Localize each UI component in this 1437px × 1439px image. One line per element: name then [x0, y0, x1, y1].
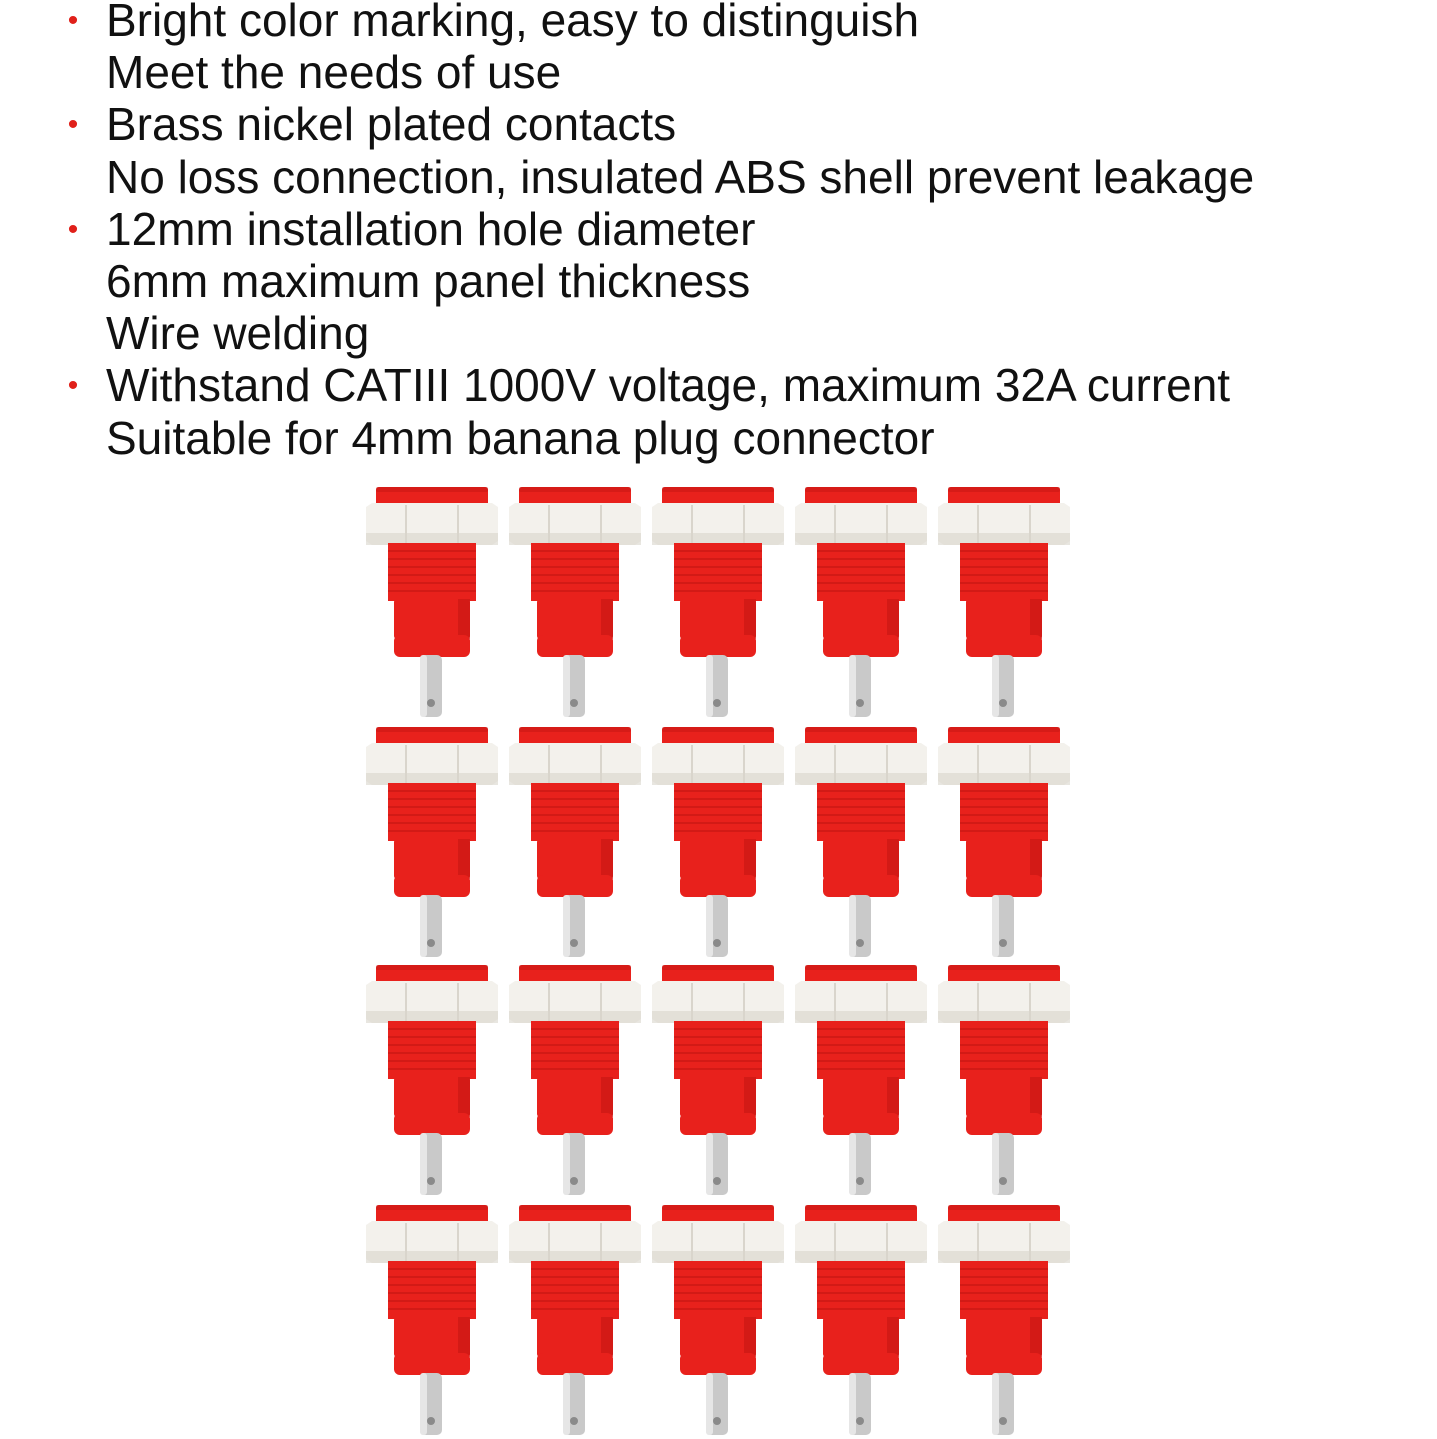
banana-socket-image — [362, 725, 502, 961]
banana-socket-image — [791, 725, 931, 961]
banana-socket-image — [934, 485, 1074, 721]
banana-socket-image — [362, 963, 502, 1199]
feature-line: Bright color marking, easy to distinguish — [106, 0, 920, 46]
bullet-icon: • — [67, 108, 79, 142]
banana-socket-image — [505, 725, 645, 961]
bullet-icon: • — [67, 4, 79, 37]
banana-socket-image — [648, 1203, 788, 1439]
feature-line: Meet the needs of use — [106, 46, 562, 99]
feature-line: Wire welding — [106, 307, 370, 360]
bullet-icon: • — [67, 369, 79, 403]
bullet-icon: • — [67, 212, 79, 246]
banana-socket-image — [791, 1203, 931, 1439]
banana-socket-image — [505, 1203, 645, 1439]
banana-socket-image — [648, 725, 788, 961]
banana-socket-image — [934, 963, 1074, 1199]
banana-socket-image — [791, 963, 931, 1199]
feature-line: Withstand CATIII 1000V voltage, maximum 32A current — [106, 359, 1231, 412]
banana-socket-image — [934, 725, 1074, 961]
feature-line: 12mm installation hole diameter — [106, 202, 756, 255]
banana-socket-image — [648, 963, 788, 1199]
banana-socket-image — [934, 1203, 1074, 1439]
feature-line: Brass nickel plated contacts — [106, 98, 677, 151]
feature-line: 6mm maximum panel thickness — [106, 254, 751, 307]
feature-line: No loss connection, insulated ABS shell prevent leakage — [106, 150, 1255, 203]
banana-socket-image — [791, 485, 931, 721]
banana-socket-image — [505, 485, 645, 721]
banana-socket-image — [648, 485, 788, 721]
feature-line: Suitable for 4mm banana plug connector — [106, 411, 935, 464]
banana-socket-image — [505, 963, 645, 1199]
product-image-grid — [362, 485, 1074, 1437]
banana-socket-image — [362, 1203, 502, 1439]
banana-socket-image — [362, 485, 502, 721]
